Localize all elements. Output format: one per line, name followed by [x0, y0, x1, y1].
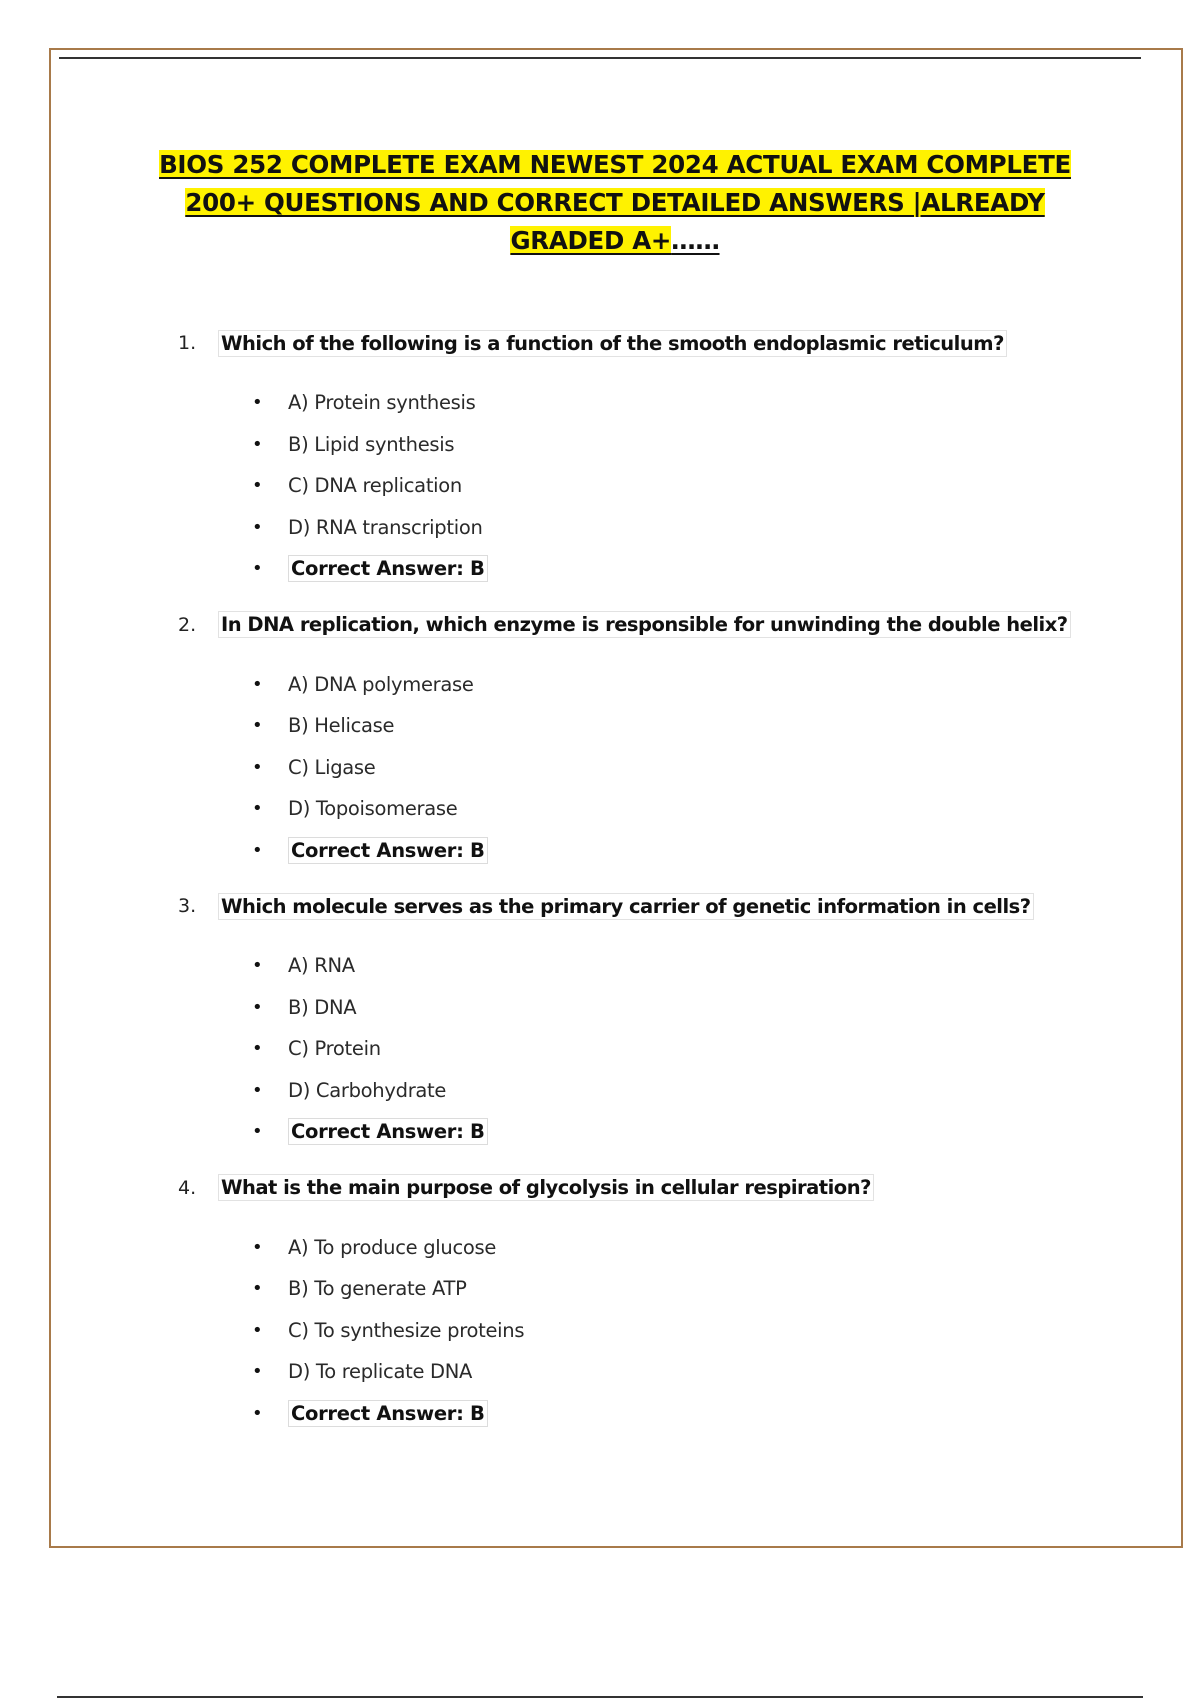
option-text: D) Carbohydrate	[288, 1078, 447, 1102]
answer-item	[252, 548, 1098, 590]
answer-item	[252, 1111, 1098, 1153]
title-ellipsis: ……	[671, 226, 720, 255]
option-text: A) DNA polymerase	[288, 672, 474, 696]
header-rule	[59, 57, 1141, 59]
option-item	[252, 507, 1098, 549]
option-text: C) DNA replication	[288, 474, 462, 498]
option-text: C) Protein	[288, 1037, 381, 1061]
correct-answer: Correct Answer: B	[288, 837, 488, 864]
option-item	[252, 788, 1098, 830]
question-text: In DNA replication, which enzyme is responsible for unwinding the double helix?	[218, 611, 1071, 638]
question-list	[178, 326, 1098, 1434]
option-item	[252, 1028, 1098, 1070]
question-number: 4.	[178, 1176, 197, 1199]
option-text: D) RNA transcription	[288, 515, 483, 539]
option-text: A) RNA	[288, 954, 355, 978]
bullet-icon: •	[252, 1278, 263, 1300]
bullet-icon: •	[252, 756, 263, 778]
bullet-icon: •	[252, 839, 263, 861]
correct-answer: Correct Answer: B	[288, 1118, 488, 1145]
bullet-icon: •	[252, 1121, 263, 1143]
option-list	[178, 382, 1098, 590]
bullet-icon: •	[252, 558, 263, 580]
option-text: C) Ligase	[288, 755, 376, 779]
option-text: B) Lipid synthesis	[288, 432, 455, 456]
bullet-icon: •	[252, 955, 263, 977]
bullet-icon: •	[252, 516, 263, 538]
question-number: 2.	[178, 613, 197, 636]
option-item	[252, 1070, 1098, 1112]
option-item	[252, 1268, 1098, 1310]
bullet-icon: •	[252, 798, 263, 820]
question-2	[178, 608, 1098, 872]
bullet-icon: •	[252, 673, 263, 695]
correct-answer: Correct Answer: B	[288, 555, 488, 582]
bullet-icon: •	[252, 996, 263, 1018]
bullet-icon: •	[252, 433, 263, 455]
option-text: D) Topoisomerase	[288, 797, 458, 821]
bullet-icon: •	[252, 715, 263, 737]
option-item	[252, 1310, 1098, 1352]
option-text: A) To produce glucose	[288, 1235, 497, 1259]
option-item	[252, 705, 1098, 747]
option-item	[252, 1351, 1098, 1393]
bullet-icon: •	[252, 1402, 263, 1424]
option-item	[252, 747, 1098, 789]
bullet-icon: •	[252, 1079, 263, 1101]
question-text: Which of the following is a function of the smooth endoplasmic reticulum?	[218, 330, 1007, 357]
option-item	[252, 945, 1098, 987]
option-text: A) Protein synthesis	[288, 391, 476, 415]
question-4	[178, 1171, 1098, 1435]
next-page-rule	[57, 1696, 1143, 1698]
option-item	[252, 664, 1098, 706]
option-text: C) To synthesize proteins	[288, 1318, 525, 1342]
bullet-icon: •	[252, 392, 263, 414]
bullet-icon: •	[252, 1038, 263, 1060]
question-3	[178, 889, 1098, 1153]
bullet-icon: •	[252, 1236, 263, 1258]
bullet-icon: •	[252, 475, 263, 497]
option-item	[252, 987, 1098, 1029]
option-text: B) To generate ATP	[288, 1277, 467, 1301]
title-line-3: GRADED A+	[510, 226, 672, 255]
correct-answer: Correct Answer: B	[288, 1400, 488, 1427]
option-list	[178, 664, 1098, 872]
option-list	[178, 945, 1098, 1153]
answer-item	[252, 830, 1098, 872]
option-text: B) Helicase	[288, 714, 395, 738]
bullet-icon: •	[252, 1319, 263, 1341]
option-item	[252, 424, 1098, 466]
option-item	[252, 1227, 1098, 1269]
document-title	[110, 146, 1120, 260]
question-text: What is the main purpose of glycolysis in cellular respiration?	[218, 1174, 874, 1201]
option-list	[178, 1227, 1098, 1435]
question-number: 1.	[178, 332, 197, 354]
option-text: D) To replicate DNA	[288, 1360, 473, 1384]
option-item	[252, 465, 1098, 507]
option-text: B) DNA	[288, 995, 357, 1019]
question-text: Which molecule serves as the primary carrier of genetic information in cells?	[218, 893, 1034, 920]
title-line-2: 200+ QUESTIONS AND CORRECT DETAILED ANSWERS |ALREADY	[185, 188, 1045, 217]
question-number: 3.	[178, 895, 197, 917]
question-1	[178, 326, 1098, 590]
bullet-icon: •	[252, 1361, 263, 1383]
title-line-1: BIOS 252 COMPLETE EXAM NEWEST 2024 ACTUAL EXAM COMPLETE	[159, 150, 1071, 179]
answer-item	[252, 1393, 1098, 1435]
option-item	[252, 382, 1098, 424]
